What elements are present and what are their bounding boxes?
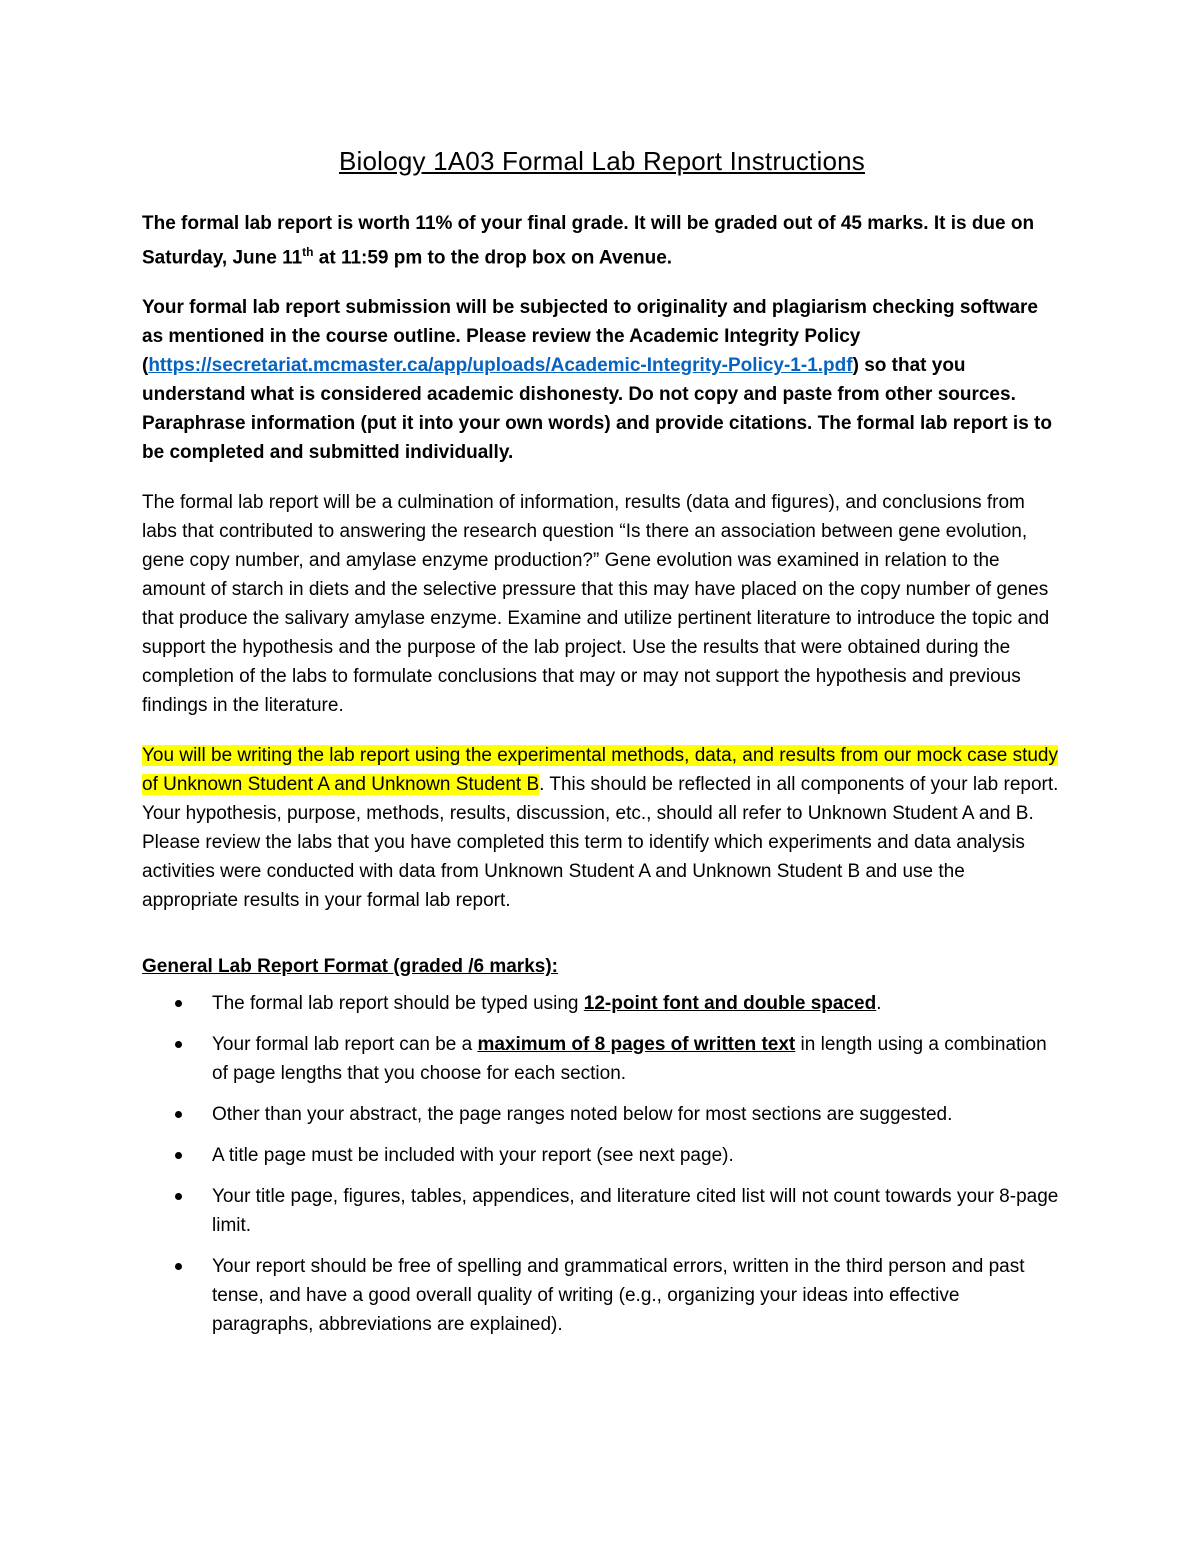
list-item [142, 989, 1062, 1018]
intro-paragraph [142, 209, 1062, 272]
integrity-policy-link[interactable]: https://secretariat.mcmaster.ca/app/uploads/Academic-Integrity-Policy-1-1.pdf [148, 355, 853, 377]
format-list [142, 989, 1062, 1339]
integrity-paragraph [142, 293, 1062, 467]
bullet-1-text-post: . [876, 993, 882, 1015]
bullet-icon [175, 1263, 182, 1270]
intro-text-1: The formal lab report is worth 11% of your final grade. It will be graded out of 45 marks. It is due on Saturday, June 11 [142, 213, 1035, 269]
list-item [142, 1030, 1062, 1088]
bullet-icon [175, 1111, 182, 1118]
bullet-2-emphasis: maximum of 8 pages of written text [477, 1034, 796, 1056]
culmination-paragraph: The formal lab report will be a culmination of information, results (data and figures), and conclusions from labs that contributed to answering the research question “Is there an association between gene evolution, gene copy number, and amylase enzyme production?” Gene evolution was examined in relation to the amount of starch in diets and the selective pressure that this may have placed on the copy number of genes that produce the salivary amylase enzyme. Examine and utilize pertinent literature to introduce the topic and support the hypothesis and the purpose of the lab project. Use the results that were obtained during the completion of the labs to formulate conclusions that may or may not support the hypothesis and previous findings in the literature. [142, 492, 1050, 717]
bullet-2-text-post: in length using a combination of page lengths that you choose for each section. [212, 1034, 1047, 1085]
mock-case-text: . This should be reflected in all components of your lab report. Your hypothesis, purpose, methods, results, discussion, etc., should all refer to Unknown Student A and B. Please review the labs that you have completed this term to identify which experiments and data analysis activities were conducted with data from Unknown Student A and Unknown Student B and use the appropriate results in your formal lab report. [142, 774, 1059, 912]
integrity-text-1: Your formal lab report submission will be subjected to originality and plagiarism checking software as mentioned in the course outline. Please review the Academic Integrity Policy ( [142, 297, 1038, 377]
list-item [142, 1182, 1062, 1240]
intro-superscript: th [302, 245, 314, 259]
format-heading: General Lab Report Format (graded /6 marks): [142, 956, 558, 978]
integrity-text-2: ) so that you understand what is considered academic dishonesty. Do not copy and paste from other sources. Paraphrase information (put it into your own words) and provide citations. The formal lab report is to be completed and submitted individually. [142, 355, 1052, 464]
bullet-1-emphasis: 12-point font and double spaced [583, 993, 877, 1015]
mock-case-highlight: You will be writing the lab report using the experimental methods, data, and results from our mock case study of Unknown Student A and Unknown Student B [142, 745, 1058, 796]
document-page [142, 145, 1062, 1351]
bullet-icon [175, 1000, 182, 1007]
bullet-1-text-pre: The formal lab report should be typed using [212, 993, 584, 1015]
bullet-6-text: Your report should be free of spelling and grammatical errors, written in the third person and past tense, and have a good overall quality of writing (e.g., organizing your ideas into effective paragraphs, abbreviations are explained). [212, 1256, 1025, 1336]
intro-text-2: at 11:59 pm to the drop box on Avenue. [313, 247, 673, 269]
bullet-2-text-pre: Your formal lab report can be a [212, 1034, 478, 1056]
list-item [142, 1252, 1062, 1339]
bullet-icon [175, 1041, 182, 1048]
page-title: Biology 1A03 Formal Lab Report Instructions [339, 146, 865, 176]
bullet-icon [175, 1152, 182, 1159]
list-item [142, 1100, 1062, 1129]
bullet-5-text: Your title page, figures, tables, appendices, and literature cited list will not count towards your 8-page limit. [212, 1186, 1059, 1237]
bullet-3-text: Other than your abstract, the page ranges noted below for most sections are suggested. [212, 1104, 953, 1126]
mock-case-paragraph [142, 741, 1062, 915]
list-item [142, 1141, 1062, 1170]
bullet-4-text: A title page must be included with your report (see next page). [212, 1145, 734, 1167]
bullet-icon [175, 1193, 182, 1200]
